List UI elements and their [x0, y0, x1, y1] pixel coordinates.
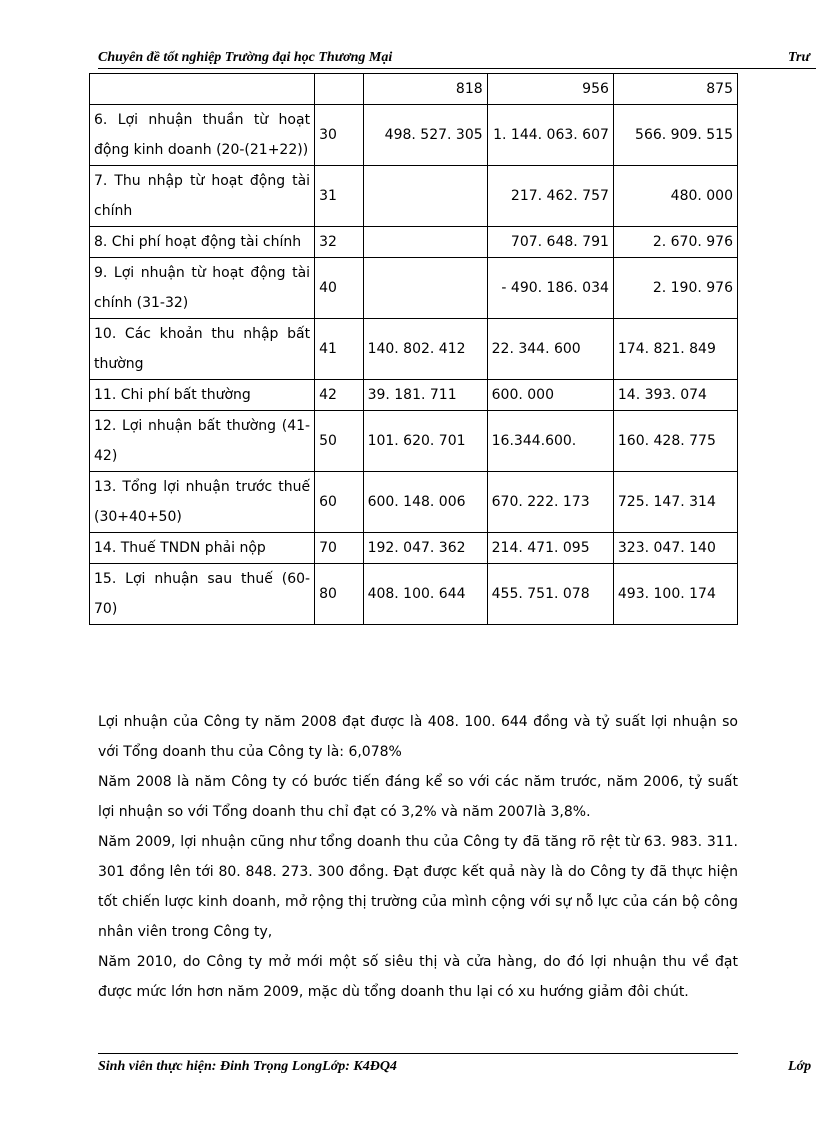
value-2010: 566. 909. 515	[613, 105, 737, 166]
value-2008: 498. 527. 305	[363, 105, 487, 166]
value-2010: 875	[613, 74, 737, 105]
row-code: 60	[315, 472, 364, 533]
row-code: 70	[315, 533, 364, 564]
value-2008: 101. 620. 701	[363, 411, 487, 472]
value-2008: 192. 047. 362	[363, 533, 487, 564]
value-2009: 214. 471. 095	[487, 533, 613, 564]
value-2008: 39. 181. 711	[363, 380, 487, 411]
table-row	[90, 472, 738, 533]
table-row	[90, 411, 738, 472]
header-title: Chuyên đề tốt nghiệp Trường đại học Thương Mại	[98, 50, 393, 65]
paragraph-2008-progress: Năm 2008 là năm Công ty có bước tiến đáng kể so với các năm trước, năm 2006, tỷ suất lợi nhuận so với Tổng doanh thu chỉ đạt có 3,2% và năm 2007là 3,8%.	[98, 774, 738, 820]
row-label: 8. Chi phí hoạt động tài chính	[90, 227, 315, 258]
header-rule	[98, 68, 816, 69]
row-code: 30	[315, 105, 364, 166]
value-2008: 818	[363, 74, 487, 105]
table-row	[90, 533, 738, 564]
row-label: 12. Lợi nhuận bất thường (41-42)	[90, 411, 315, 472]
row-label	[90, 74, 315, 105]
row-code: 50	[315, 411, 364, 472]
paragraph-2009: Năm 2009, lợi nhuận cũng như tổng doanh thu của Công ty đã tăng rõ rệt từ 63. 983. 311. 301 đồng lên tới 80. 848. 273. 300 đồng. Đạt được kết quả này là do Công ty đã thực hiện tốt chiến lược kinh doanh, mở rộng thị trường của mình cộng với sự nỗ lực của cán bộ công nhân viên trong Công ty,	[98, 834, 738, 940]
value-2008: 140. 802. 412	[363, 319, 487, 380]
row-label: 11. Chi phí bất thường	[90, 380, 315, 411]
row-label: 15. Lợi nhuận sau thuế (60-70)	[90, 564, 315, 625]
body-text	[98, 707, 738, 1007]
table-row	[90, 319, 738, 380]
value-2010: 160. 428. 775	[613, 411, 737, 472]
value-2010: 725. 147. 314	[613, 472, 737, 533]
value-2010: 2. 670. 976	[613, 227, 737, 258]
row-label: 14. Thuế TNDN phải nộp	[90, 533, 315, 564]
row-code: 32	[315, 227, 364, 258]
value-2009: 600. 000	[487, 380, 613, 411]
value-2009: 455. 751. 078	[487, 564, 613, 625]
value-2008	[363, 258, 487, 319]
value-2008: 600. 148. 006	[363, 472, 487, 533]
table-row	[90, 166, 738, 227]
value-2010: 2. 190. 976	[613, 258, 737, 319]
value-2009: - 490. 186. 034	[487, 258, 613, 319]
row-label: 13. Tổng lợi nhuận trước thuế (30+40+50)	[90, 472, 315, 533]
value-2009: 22. 344. 600	[487, 319, 613, 380]
value-2008	[363, 166, 487, 227]
value-2010: 323. 047. 140	[613, 533, 737, 564]
row-label: 9. Lợi nhuận từ hoạt động tài chính (31-32)	[90, 258, 315, 319]
value-2008	[363, 227, 487, 258]
value-2010: 480. 000	[613, 166, 737, 227]
table-row	[90, 74, 738, 105]
row-code: 31	[315, 166, 364, 227]
footer-right-text: Lớp	[788, 1059, 812, 1074]
value-2009: 670. 222. 173	[487, 472, 613, 533]
value-2009: 16.344.600.	[487, 411, 613, 472]
value-2010: 14. 393. 074	[613, 380, 737, 411]
row-label: 7. Thu nhập từ hoạt động tài chính	[90, 166, 315, 227]
table-row	[90, 227, 738, 258]
page-footer	[98, 1059, 816, 1079]
row-label: 6. Lợi nhuận thuần từ hoạt động kinh doanh (20-(21+22))	[90, 105, 315, 166]
row-code: 80	[315, 564, 364, 625]
value-2009: 956	[487, 74, 613, 105]
row-code: 40	[315, 258, 364, 319]
footer-rule	[98, 1053, 738, 1054]
value-2008: 408. 100. 644	[363, 564, 487, 625]
table-row	[90, 564, 738, 625]
header-right-text: Trư	[788, 50, 810, 65]
table-row	[90, 258, 738, 319]
row-code	[315, 74, 364, 105]
value-2010: 493. 100. 174	[613, 564, 737, 625]
table-row	[90, 105, 738, 166]
row-label: 10. Các khoản thu nhập bất thường	[90, 319, 315, 380]
value-2009: 707. 648. 791	[487, 227, 613, 258]
value-2010: 174. 821. 849	[613, 319, 737, 380]
row-code: 41	[315, 319, 364, 380]
paragraph-2008-profit: Lợi nhuận của Công ty năm 2008 đạt được là 408. 100. 644 đồng và tỷ suất lợi nhuận so với Tổng doanh thu của Công ty là: 6,078%	[98, 714, 738, 760]
page-header	[98, 50, 816, 70]
income-table	[89, 73, 738, 625]
paragraph-2010: Năm 2010, do Công ty mở mới một số siêu thị và cửa hàng, do đó lợi nhuận thu về đạt được mức lớn hơn năm 2009, mặc dù tổng doanh thu lại có xu hướng giảm đôi chút.	[98, 954, 738, 1000]
value-2009: 217. 462. 757	[487, 166, 613, 227]
value-2009: 1. 144. 063. 607	[487, 105, 613, 166]
row-code: 42	[315, 380, 364, 411]
table-row	[90, 380, 738, 411]
footer-student: Sinh viên thực hiện: Đinh Trọng LongLớp: K4ĐQ4	[98, 1059, 397, 1074]
